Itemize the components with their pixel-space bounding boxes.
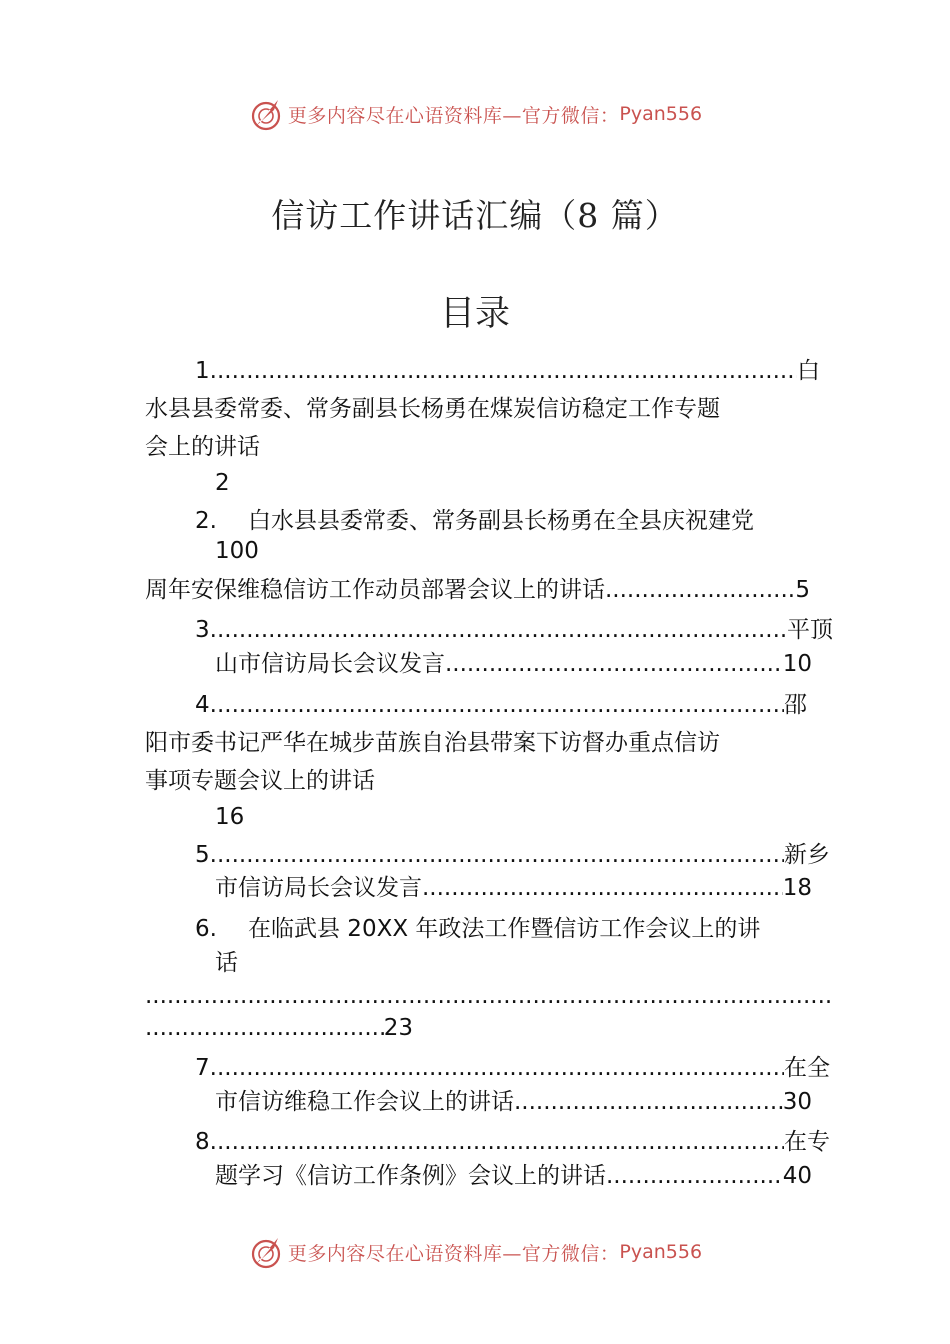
dot-leader: [210, 1131, 784, 1154]
toc-entry-4-title-cont: 事项专题会议上的讲话: [145, 768, 375, 794]
toc-entry-1-title: 水县县委常委、常务副县长杨勇在煤炭信访稳定工作专题: [145, 396, 720, 422]
toc-entry-7-line[interactable]: [195, 1056, 830, 1080]
watermark-id: Pyan556: [619, 1241, 703, 1263]
quill-logo-icon: [248, 96, 284, 132]
dot-leader: [445, 653, 783, 676]
toc-entry-1-line[interactable]: [195, 359, 820, 383]
dot-leader: [145, 985, 833, 1008]
toc-entry-5-line-2[interactable]: [215, 876, 812, 900]
toc-entry-number: 4: [195, 692, 210, 718]
toc-entry-page: 5: [795, 577, 810, 603]
document-title: 信访工作讲话汇编（8 篇）: [271, 196, 679, 235]
toc-entry-6-title-cont: 话: [215, 950, 238, 976]
toc-entry-number: 8: [195, 1129, 210, 1155]
toc-entry-4-page: 16: [215, 804, 245, 830]
toc-heading: 目录: [439, 294, 510, 334]
watermark-footer: [0, 1232, 950, 1272]
dot-leader: [605, 579, 795, 602]
toc-entry-1-title-cont: 会上的讲话: [145, 434, 260, 460]
dot-leader: [145, 1017, 384, 1040]
toc-entry-title-cont: 市信访维稳工作会议上的讲话: [215, 1089, 514, 1115]
dot-leader: [210, 360, 797, 383]
dot-leader: [210, 619, 787, 642]
toc-entry-6-line[interactable]: [145, 1016, 413, 1040]
toc-entry-page: 40: [782, 1163, 812, 1189]
toc-entry-title-head: 在全: [784, 1055, 830, 1081]
toc-entry-title-head: 白: [797, 358, 820, 384]
toc-entry-6-leader[interactable]: [145, 984, 833, 1008]
dot-leader: [514, 1091, 783, 1114]
toc-entry-page: 30: [782, 1089, 812, 1115]
dot-leader: [210, 694, 784, 717]
toc-entry-title-head: 邵: [784, 692, 807, 718]
dot-leader: [210, 844, 784, 867]
toc-entry-title-head: 新乡: [784, 842, 830, 868]
toc-entry-title-head: 在专: [784, 1129, 830, 1155]
toc-entry-2-title-num: 100: [215, 538, 259, 564]
dot-leader: [422, 877, 783, 900]
toc-entry-3-line[interactable]: [195, 618, 833, 642]
toc-entry-page: 18: [782, 875, 812, 901]
toc-entry-2-number: 2.: [195, 508, 217, 534]
toc-entry-3-line-2[interactable]: [215, 652, 812, 676]
toc-entry-title-cont: 周年安保维稳信访工作动员部署会议上的讲话: [145, 577, 605, 603]
toc-entry-5-line[interactable]: [195, 843, 830, 867]
toc-entry-number: 7: [195, 1055, 210, 1081]
toc-entry-6-number: 6.: [195, 916, 217, 942]
watermark-text: 更多内容尽在心语资料库—官方微信：: [287, 104, 620, 127]
dot-leader: [606, 1165, 783, 1188]
toc-entry-7-line-2[interactable]: [215, 1090, 812, 1114]
toc-entry-title-head: 平顶: [787, 617, 833, 643]
toc-entry-title-cont: 市信访局长会议发言: [215, 875, 422, 901]
toc-entry-title-cont: 题学习《信访工作条例》会议上的讲话: [215, 1163, 606, 1189]
toc-entry-6-title: 在临武县 20XX 年政法工作暨信访工作会议上的讲: [248, 916, 761, 942]
toc-entry-8-line[interactable]: [195, 1130, 830, 1154]
toc-entry-number: 5: [195, 842, 210, 868]
toc-entry-1-page: 2: [215, 470, 230, 496]
toc-entry-4-title: 阳市委书记严华在城步苗族自治县带案下访督办重点信访: [145, 730, 720, 756]
toc-entry-page: 23: [383, 1015, 413, 1041]
toc-entry-number: 3: [195, 617, 210, 643]
toc-entry-2-line[interactable]: [145, 578, 810, 602]
toc-entry-2-title: 白水县县委常委、常务副县长杨勇在全县庆祝建党: [248, 508, 754, 534]
toc-entry-title-cont: 山市信访局长会议发言: [215, 651, 445, 677]
toc-entry-number: 1: [195, 358, 210, 384]
toc-entry-8-line-2[interactable]: [215, 1164, 812, 1188]
toc-entry-4-line[interactable]: [195, 693, 807, 717]
watermark-id: Pyan556: [619, 103, 703, 125]
quill-logo-icon: [248, 1234, 284, 1270]
watermark-text: 更多内容尽在心语资料库—官方微信：: [287, 1242, 620, 1265]
dot-leader: [210, 1057, 784, 1080]
watermark-header: [0, 94, 950, 134]
toc-entry-page: 10: [782, 651, 812, 677]
